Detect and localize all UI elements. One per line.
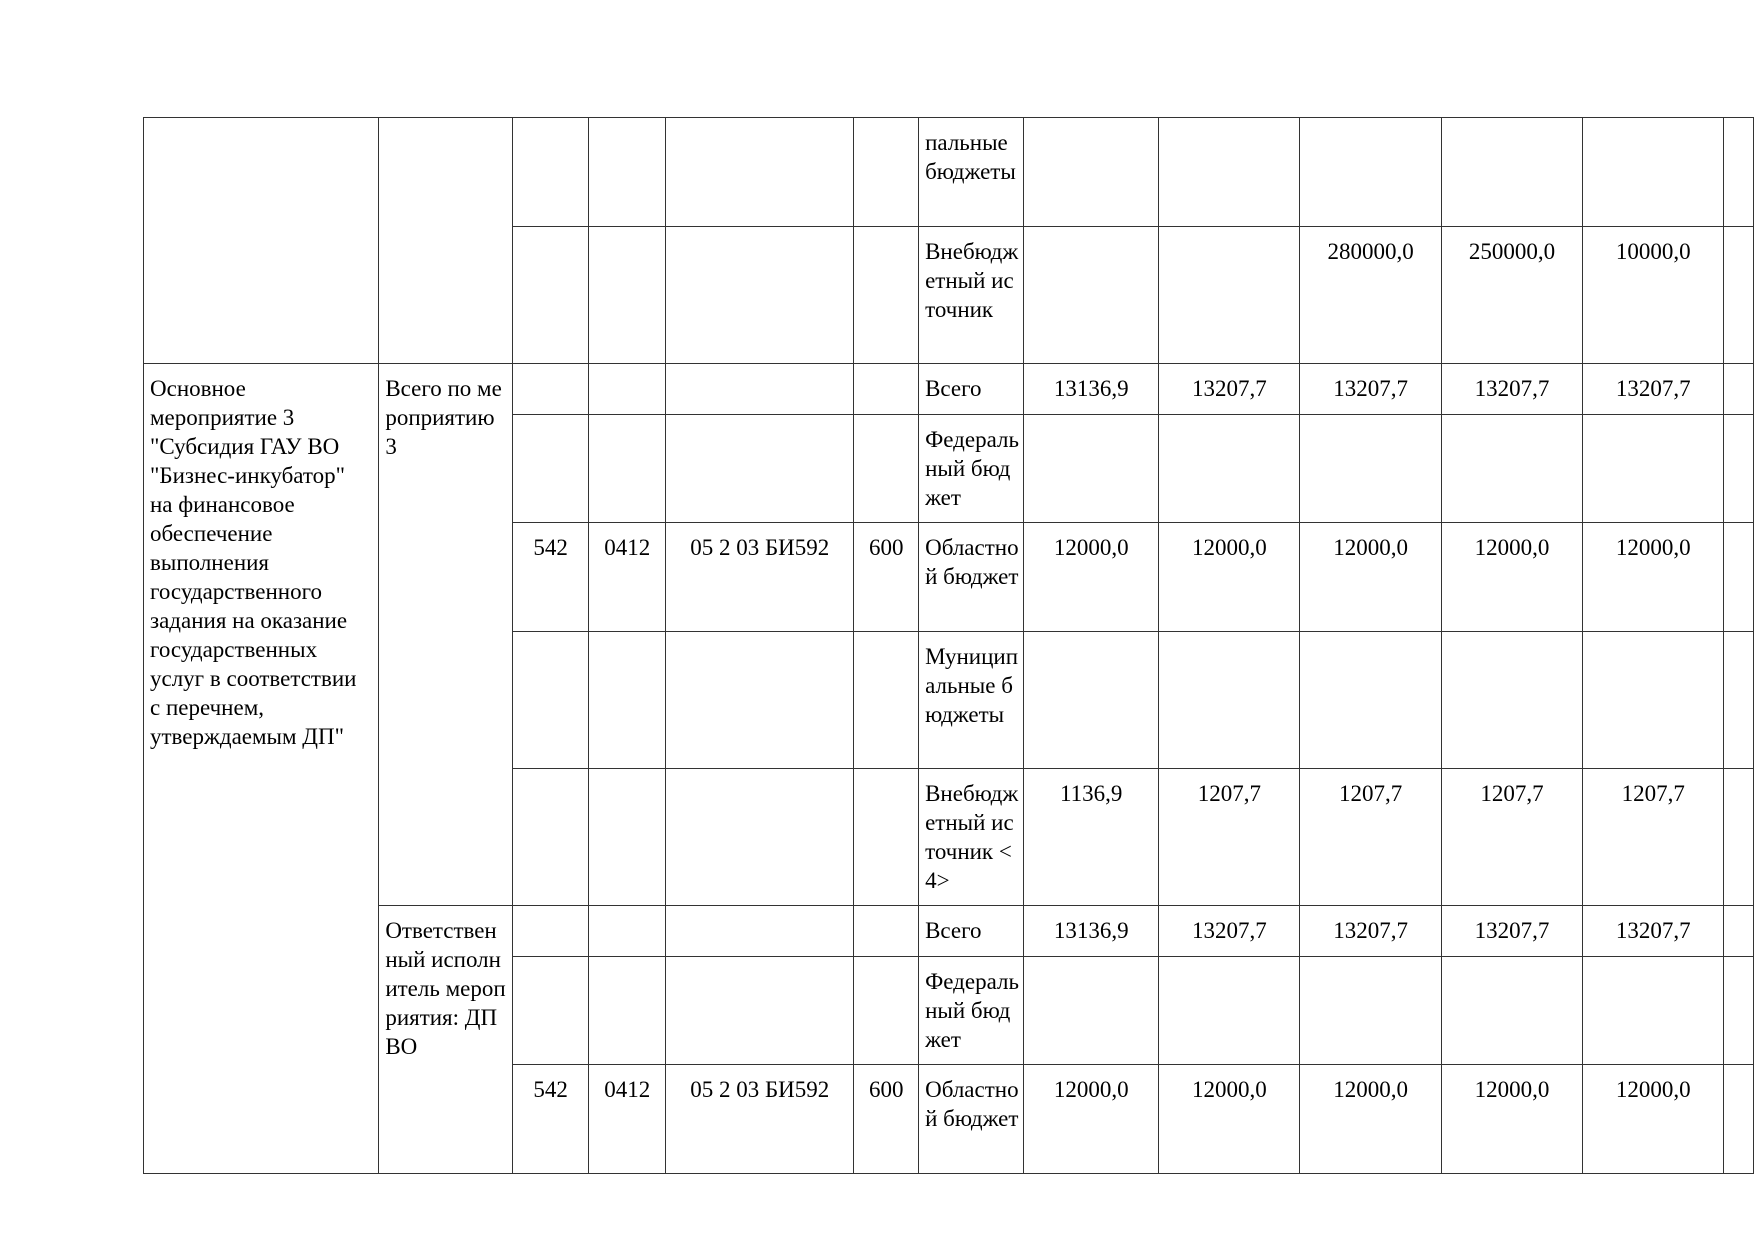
funding-source-cell: Муниципальные бюджеты	[919, 632, 1024, 769]
rzpr-cell	[589, 906, 666, 957]
value-cell: 1207,7	[1583, 769, 1724, 906]
rzpr-cell	[589, 769, 666, 906]
value-cell: 13207,7	[1159, 906, 1300, 957]
value-cell: 13207,7	[1441, 906, 1582, 957]
funding-source-cell: Всего	[919, 364, 1024, 415]
grbs-cell: 542	[512, 1065, 589, 1174]
value-cell	[1441, 957, 1582, 1065]
csr-cell	[666, 118, 854, 227]
value-cell	[1159, 632, 1300, 769]
clipped-cell	[1724, 118, 1754, 227]
value-cell	[1300, 415, 1441, 523]
table-row	[144, 364, 1754, 415]
value-cell	[1024, 632, 1159, 769]
value-cell: 1207,7	[1159, 769, 1300, 906]
clipped-cell	[1724, 364, 1754, 415]
value-cell: 13207,7	[1159, 364, 1300, 415]
budget-table	[143, 117, 1754, 1174]
value-cell: 13207,7	[1441, 364, 1582, 415]
event-3-responsible-cell: Ответственный исполнитель мероприятия: ДП ВО	[379, 906, 513, 1174]
value-cell: 12000,0	[1024, 523, 1159, 632]
rzpr-cell	[589, 364, 666, 415]
value-cell: 12000,0	[1300, 523, 1441, 632]
value-cell: 12000,0	[1441, 523, 1582, 632]
rzpr-cell	[589, 632, 666, 769]
vr-cell	[854, 769, 919, 906]
value-cell: 1136,9	[1024, 769, 1159, 906]
grbs-cell	[512, 415, 589, 523]
value-cell	[1583, 415, 1724, 523]
csr-cell	[666, 364, 854, 415]
csr-cell: 05 2 03 БИ592	[666, 523, 854, 632]
clipped-cell	[1724, 523, 1754, 632]
value-cell: 10000,0	[1583, 227, 1724, 364]
vr-cell	[854, 632, 919, 769]
csr-cell	[666, 957, 854, 1065]
vr-cell	[854, 957, 919, 1065]
vr-cell	[854, 415, 919, 523]
vr-cell	[854, 906, 919, 957]
clipped-cell	[1724, 906, 1754, 957]
grbs-cell	[512, 769, 589, 906]
grbs-cell	[512, 364, 589, 415]
value-cell	[1441, 118, 1582, 227]
value-cell: 12000,0	[1024, 1065, 1159, 1174]
rzpr-cell	[589, 415, 666, 523]
value-cell: 250000,0	[1441, 227, 1582, 364]
grbs-cell	[512, 227, 589, 364]
vr-cell: 600	[854, 523, 919, 632]
vr-cell	[854, 227, 919, 364]
value-cell	[1300, 632, 1441, 769]
value-cell: 13207,7	[1583, 364, 1724, 415]
rzpr-cell	[589, 957, 666, 1065]
value-cell	[1441, 415, 1582, 523]
value-cell	[1024, 118, 1159, 227]
rzpr-cell: 0412	[589, 1065, 666, 1174]
funding-source-cell: Внебюджетный источник	[919, 227, 1024, 364]
value-cell	[1159, 415, 1300, 523]
value-cell: 13207,7	[1300, 364, 1441, 415]
funding-source-cell: Федеральный бюджет	[919, 415, 1024, 523]
clipped-cell	[1724, 415, 1754, 523]
value-cell	[1300, 957, 1441, 1065]
event-3-total-cell: Всего по мероприятию 3	[379, 364, 513, 906]
value-cell: 12000,0	[1159, 523, 1300, 632]
csr-cell	[666, 769, 854, 906]
csr-cell	[666, 906, 854, 957]
value-cell: 12000,0	[1159, 1065, 1300, 1174]
value-cell	[1159, 957, 1300, 1065]
vr-cell	[854, 364, 919, 415]
rzpr-cell	[589, 227, 666, 364]
value-cell: 12000,0	[1583, 523, 1724, 632]
value-cell	[1024, 227, 1159, 364]
value-cell	[1024, 957, 1159, 1065]
rzpr-cell	[589, 118, 666, 227]
value-cell	[1583, 632, 1724, 769]
grbs-cell	[512, 957, 589, 1065]
table-row	[144, 118, 1754, 227]
value-cell: 280000,0	[1300, 227, 1441, 364]
clipped-cell	[1724, 632, 1754, 769]
value-cell	[1159, 227, 1300, 364]
clipped-cell	[1724, 1065, 1754, 1174]
clipped-cell	[1724, 957, 1754, 1065]
prev-event-executor-cell	[379, 118, 513, 364]
value-cell: 12000,0	[1583, 1065, 1724, 1174]
value-cell: 1207,7	[1300, 769, 1441, 906]
value-cell	[1024, 415, 1159, 523]
csr-cell: 05 2 03 БИ592	[666, 1065, 854, 1174]
vr-cell: 600	[854, 1065, 919, 1174]
value-cell: 13136,9	[1024, 364, 1159, 415]
funding-source-cell: Областной бюджет	[919, 523, 1024, 632]
value-cell	[1300, 118, 1441, 227]
vr-cell	[854, 118, 919, 227]
csr-cell	[666, 415, 854, 523]
value-cell	[1583, 957, 1724, 1065]
value-cell: 1207,7	[1441, 769, 1582, 906]
clipped-cell	[1724, 227, 1754, 364]
value-cell	[1583, 118, 1724, 227]
funding-source-cell: Внебюджетный источник <4>	[919, 769, 1024, 906]
grbs-cell	[512, 118, 589, 227]
funding-source-cell: пальные бюджеты	[919, 118, 1024, 227]
value-cell: 13136,9	[1024, 906, 1159, 957]
value-cell: 13207,7	[1300, 906, 1441, 957]
funding-source-cell: Всего	[919, 906, 1024, 957]
grbs-cell	[512, 906, 589, 957]
grbs-cell	[512, 632, 589, 769]
value-cell: 13207,7	[1583, 906, 1724, 957]
grbs-cell: 542	[512, 523, 589, 632]
value-cell	[1441, 632, 1582, 769]
csr-cell	[666, 227, 854, 364]
value-cell: 12000,0	[1300, 1065, 1441, 1174]
value-cell: 12000,0	[1441, 1065, 1582, 1174]
event-3-name-cell: Основное мероприятие 3 "Субсидия ГАУ ВО "Бизнес-инкубатор" на финансовое обеспечение выполнения государственного задания на оказание государственных услуг в соответствии с перечнем, утверждаемым ДП"	[144, 364, 379, 1174]
clipped-cell	[1724, 769, 1754, 906]
rzpr-cell: 0412	[589, 523, 666, 632]
prev-event-name-cell	[144, 118, 379, 364]
value-cell	[1159, 118, 1300, 227]
funding-source-cell: Федеральный бюджет	[919, 957, 1024, 1065]
csr-cell	[666, 632, 854, 769]
table-row	[144, 906, 1754, 957]
funding-source-cell: Областной бюджет	[919, 1065, 1024, 1174]
